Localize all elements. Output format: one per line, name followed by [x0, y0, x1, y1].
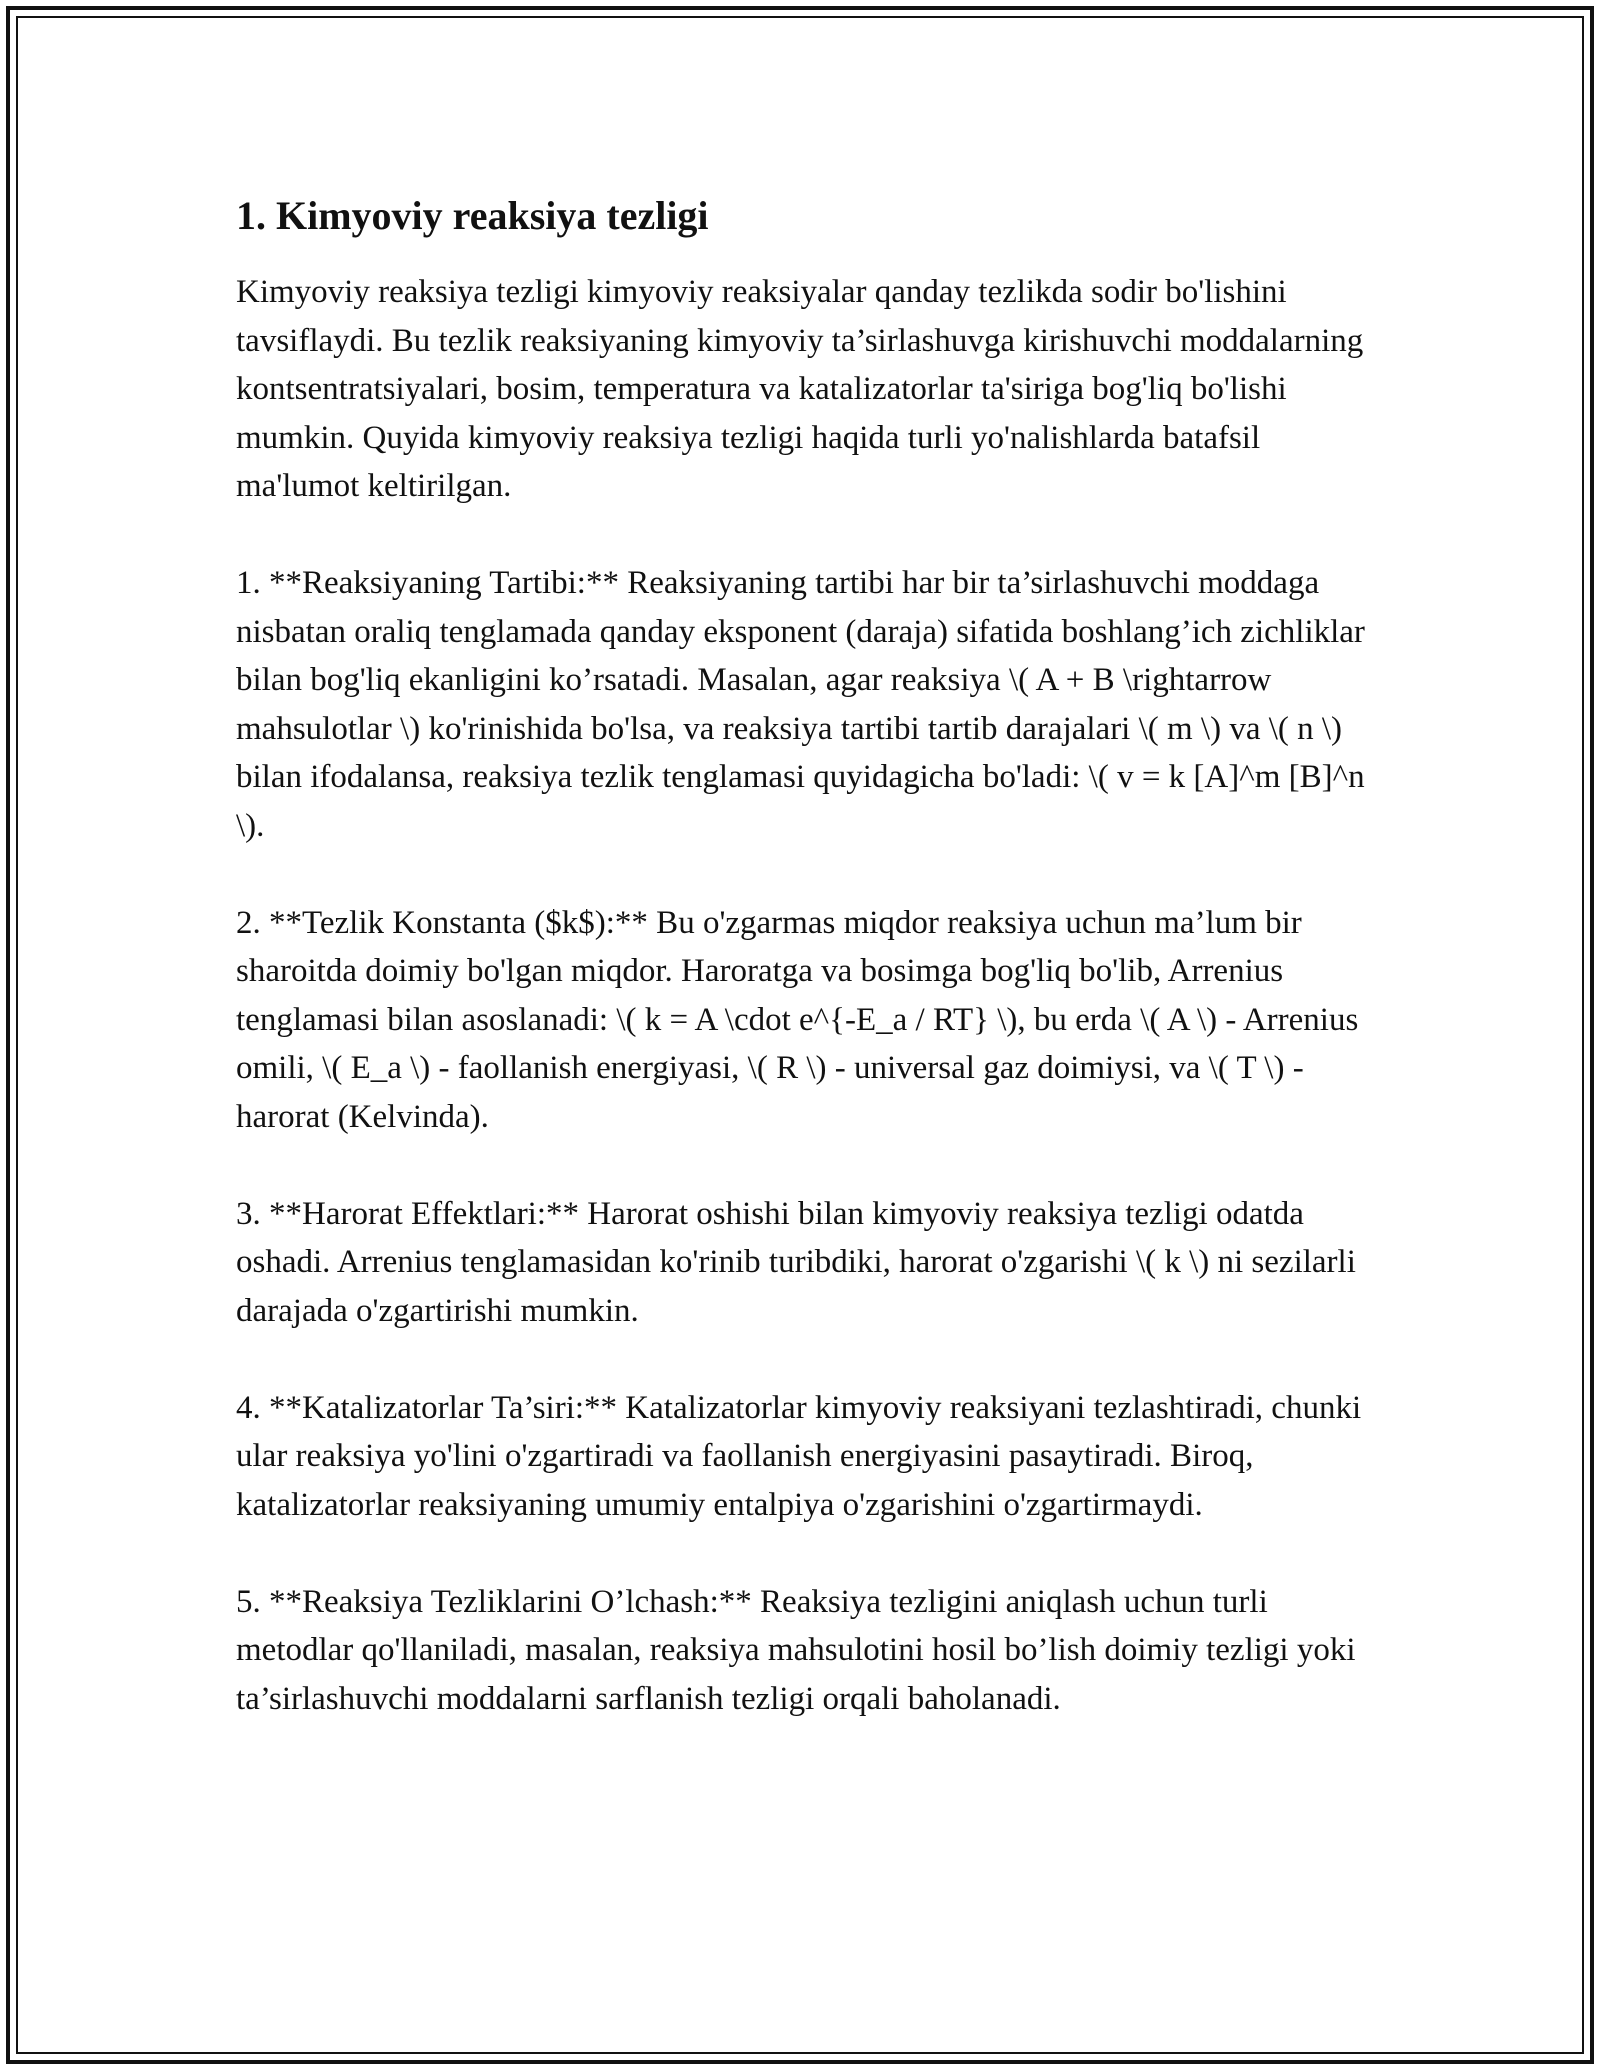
paragraph-rate-constant: 2. **Tezlik Konstanta ($k$):** Bu o'zgarmas miqdor reaksiya uchun ma’lum bir sharoitda doimiy bo'lgan miqdor. Haroratga va bosimga bog'liq bo'lib, Arrenius tenglamasi bilan asoslanadi: \( k = A \cdot e^{-E_a / RT} \), bu erda \( A \) - Arrenius omili, \( E_a \) - faollanish energiyasi, \( R \) - universal gaz doimiysi, va \( T \) - harorat (Kelvinda).: [236, 904, 1359, 1135]
paragraph-measuring-rates: 5. **Reaksiya Tezliklarini O’lchash:** Reaksiya tezligini aniqlash uchun turli metodlar qo'llaniladi, masalan, reaksiya mahsulotini hosil bo’lish doimiy tezligi yoki ta’sirlashuvchi moddalarni sarflanish tezligi orqali baholanadi.: [236, 1583, 1356, 1717]
section-title: 1. Kimyoviy reaksiya tezligi: [236, 193, 709, 238]
document-body: [236, 188, 1386, 1772]
intro-paragraph: Kimyoviy reaksiya tezligi kimyoviy reaksiyalar qanday tezlikda sodir bo'lishini tavsiflaydi. Bu tezlik reaksiyaning kimyoviy ta’sirlashuvga kirishuvchi moddalarning kontsentratsiyalari, bosim, temperatura va katalizatorlar ta'siriga bog'liq bo'lishi mumkin. Quyida kimyoviy reaksiya tezligi haqida turli yo'nalishlarda batafsil ma'lumot keltirilgan.: [236, 274, 1364, 504]
paragraph-catalysts: 4. **Katalizatorlar Ta’siri:** Katalizatorlar kimyoviy reaksiyani tezlashtiradi, chunki ular reaksiya yo'lini o'zgartiradi va faollanish energiyasini pasaytiradi. Biroq, katalizatorlar reaksiyaning umumiy entalpiya o'zgarishini o'zgartirmaydi.: [236, 1389, 1362, 1523]
paragraph-temperature-effects: 3. **Harorat Effektlari:** Harorat oshishi bilan kimyoviy reaksiya tezligi odatda oshadi. Arrenius tenglamasidan ko'rinib turibdiki, harorat o'zgarishi \( k \) ni sezilarli darajada o'zgartirishi mumkin.: [236, 1195, 1356, 1329]
paragraph-reaction-order: 1. **Reaksiyaning Tartibi:** Reaksiyaning tartibi har bir ta’sirlashuvchi moddaga nisbatan oraliq tenglamada qanday eksponent (daraja) sifatida boshlang’ich zichliklar bilan bog'liq ekanligini ko’rsatadi. Masalan, agar reaksiya \( A + B \rightarrow mahsulotlar \) ko'rinishida bo'lsa, va reaksiya tartibi tartib darajalari \( m \) va \( n \) bilan ifodalansa, reaksiya tezlik tenglamasi quyidagicha bo'ladi: \( v = k [A]^m [B]^n \).: [236, 565, 1365, 844]
